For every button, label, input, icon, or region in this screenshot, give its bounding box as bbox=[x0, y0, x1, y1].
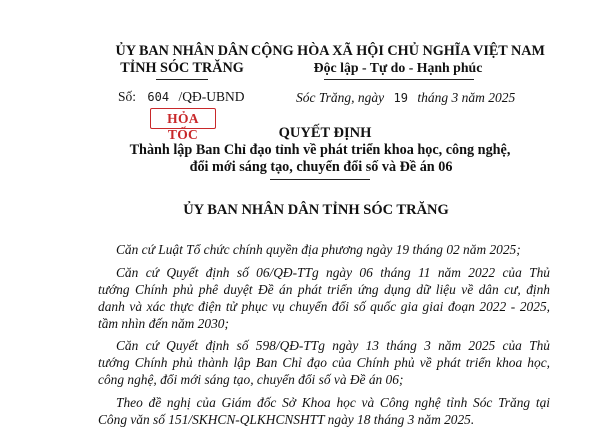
paragraph-line: Công văn số 151/SKHCN-QLKHCNSHTT ngày 18 tháng 3 năm 2025. bbox=[98, 412, 475, 427]
paragraph-line: công nghệ, đổi mới sáng tạo, chuyển đổi số và Đề án 06; bbox=[98, 372, 404, 387]
motto-underline bbox=[324, 79, 474, 80]
issuer-line-1: ỦY BAN NHÂN DÂN bbox=[115, 43, 249, 59]
date-rest: tháng 3 năm 2025 bbox=[417, 90, 516, 105]
legal-basis-paragraph-2 bbox=[98, 264, 550, 332]
date-day-handwritten: 19 bbox=[393, 91, 408, 105]
paragraph-line: Căn cứ Quyết định số 598/QĐ-TTg ngày 13 tháng 3 năm 2025 của Thủ bbox=[116, 338, 550, 353]
issuer-line-2: TỈNH SÓC TRĂNG bbox=[120, 60, 244, 76]
issuing-authority: ỦY BAN NHÂN DÂN TỈNH SÓC TRĂNG bbox=[183, 202, 449, 218]
paragraph-line: tầm nhìn đến năm 2030; bbox=[98, 316, 229, 331]
doc-number-line bbox=[118, 89, 244, 105]
nation-line-1: CỘNG HÒA XÃ HỘI CHỦ NGHĨA VIỆT NAM bbox=[251, 43, 545, 59]
urgent-stamp-text: HỎA TỐC bbox=[167, 111, 199, 142]
paragraph-line: tướng Chính phủ thành lập Ban Chỉ đạo của Chính phủ về phát triển khoa học, bbox=[98, 355, 550, 370]
decision-title-line-2: đổi mới sáng tạo, chuyển đổi số và Đề án 06 bbox=[189, 159, 453, 175]
legal-basis-paragraph-1 bbox=[98, 241, 550, 258]
paragraph-line: Theo đề nghị của Giám đốc Sở Khoa học và Công nghệ tỉnh Sóc Trăng tại bbox=[116, 395, 550, 410]
decision-heading: QUYẾT ĐỊNH bbox=[278, 125, 372, 141]
paragraph-line: danh và xác thực điện tử phục vụ chuyển đổi số quốc gia giai đoạn 2022 - 2025, bbox=[98, 299, 550, 314]
date-place: Sóc Trăng, ngày bbox=[296, 90, 385, 105]
doc-number-handwritten: 604 bbox=[147, 90, 170, 104]
paragraph-line: Căn cứ Quyết định số 06/QĐ-TTg ngày 06 tháng 11 năm 2022 của Thủ bbox=[116, 265, 550, 280]
paragraph-line: Căn cứ Luật Tổ chức chính quyền địa phương ngày 19 tháng 02 năm 2025; bbox=[116, 242, 521, 257]
doc-number-suffix: /QĐ-UBND bbox=[178, 89, 245, 104]
urgent-stamp bbox=[150, 108, 216, 142]
issuer-underline bbox=[156, 79, 208, 80]
nation-motto: Độc lập - Tự do - Hạnh phúc bbox=[313, 60, 483, 75]
decision-title-line-1: Thành lập Ban Chỉ đạo tỉnh về phát triển khoa học, công nghệ, bbox=[129, 142, 511, 158]
legal-basis-paragraph-3 bbox=[98, 337, 550, 388]
legal-basis-paragraph-4 bbox=[98, 394, 550, 428]
date-line bbox=[296, 90, 515, 106]
doc-number-prefix: Số: bbox=[118, 89, 137, 104]
title-underline bbox=[270, 179, 370, 180]
paragraph-line: tướng Chính phủ phê duyệt Đề án phát triển ứng dụng dữ liệu về dân cư, định bbox=[98, 282, 550, 297]
